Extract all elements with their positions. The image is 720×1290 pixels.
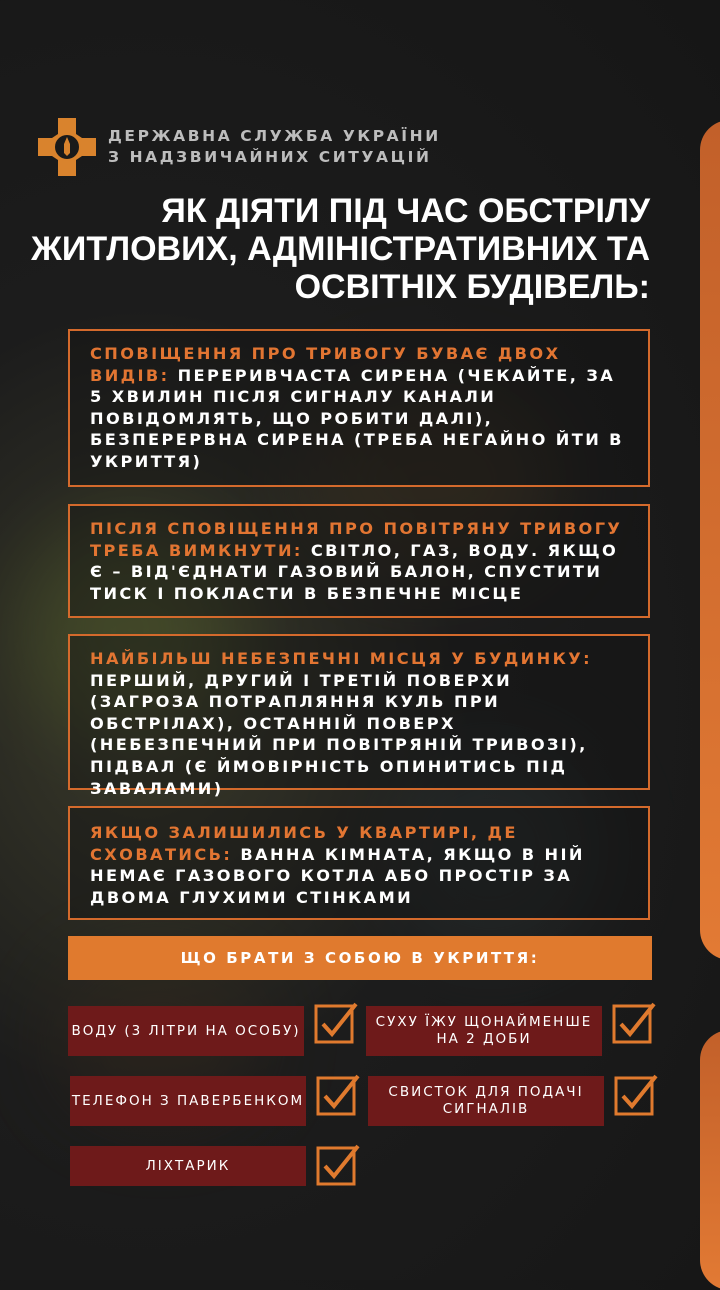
checklist-item: ТЕЛЕФОН З ПАВЕРБЕНКОМ bbox=[70, 1076, 306, 1126]
checkmark-icon bbox=[314, 1000, 358, 1044]
checklist-item: СВИСТОК ДЛЯ ПОДАЧІ СИГНАЛІВ bbox=[368, 1076, 604, 1126]
page-title: ЯК ДІЯТИ ПІД ЧАС ОБСТРІЛУ ЖИТЛОВИХ, АДМІНІСТРАТИВНИХ ТА ОСВІТНІХ БУДІВЕЛЬ: bbox=[31, 192, 650, 306]
checkmark-icon bbox=[614, 1072, 658, 1116]
checkmark-icon bbox=[612, 1000, 656, 1044]
checkmark-icon bbox=[316, 1072, 360, 1116]
info-box-turn-off bbox=[68, 504, 650, 618]
agency-line-1: ДЕРЖАВНА СЛУЖБА УКРАЇНИ bbox=[108, 127, 441, 145]
info-box-body: СВІТЛО, ГАЗ, ВОДУ. ЯКЩО Є – ВІД'ЄДНАТИ ГАЗОВИЙ БАЛОН, СПУСТИТИ ТИСК І ПОКЛАСТИ В БЕЗПЕЧНЕ МІСЦЕ bbox=[90, 540, 619, 603]
info-box-body: ПЕРШИЙ, ДРУГИЙ І ТРЕТІЙ ПОВЕРХИ (ЗАГРОЗА ПОТРАПЛЯННЯ КУЛЬ ПРИ ОБСТРІЛАХ), ОСТАННІЙ ПОВЕРХ (НЕБЕЗПЕЧНИЙ ПРИ ПОВІТРЯНІЙ ТРИВОЗІ), ПІДВАЛ (Є ЙМОВІРНІСТЬ ОПИНИТИСЬ ПІД ЗАВАЛАМИ) bbox=[90, 670, 588, 798]
checklist-title: ЩО БРАТИ З СОБОЮ В УКРИТТЯ: bbox=[68, 936, 652, 980]
checklist-item: ВОДУ (3 ЛІТРИ НА ОСОБУ) bbox=[68, 1006, 304, 1056]
agency-name bbox=[108, 126, 441, 168]
info-box-where-to-hide bbox=[68, 806, 650, 920]
info-box-heading: ЯКЩО ЗАЛИШИЛИСЬ У КВАРТИРІ, ДЕ СХОВАТИСЬ: bbox=[90, 823, 518, 864]
info-box-body: ВАННА КІМНАТА, ЯКЩО В НІЙ НЕМАЄ ГАЗОВОГО КОТЛА АБО ПРОСТІР ЗА ДВОМА ГЛУХИМИ СТІНКАМИ bbox=[90, 844, 585, 907]
side-accent-stripe bbox=[700, 120, 720, 960]
info-box-heading: НАЙБІЛЬШ НЕБЕЗПЕЧНІ МІСЦЯ У БУДИНКУ: bbox=[90, 649, 592, 668]
info-box-heading: СПОВІЩЕННЯ ПРО ТРИВОГУ БУВАЄ ДВОХ ВИДІВ: bbox=[90, 344, 561, 385]
dsns-emblem-icon bbox=[36, 116, 98, 178]
checklist-item: ЛІХТАРИК bbox=[70, 1146, 306, 1186]
checkmark-icon bbox=[316, 1142, 360, 1186]
side-accent-stripe bbox=[700, 1030, 720, 1290]
info-box-body: ПЕРЕРИВЧАСТА СИРЕНА (ЧЕКАЙТЕ, ЗА 5 ХВИЛИН ПІСЛЯ СИГНАЛУ КАНАЛИ ПОВІДОМЛЯТЬ, ЩО РОБИТИ ДАЛІ), БЕЗПЕРЕРВНА СИРЕНА (ТРЕБА НЕГАЙНО ЙТИ В УКРИТТЯ) bbox=[90, 365, 624, 471]
info-box-heading: ПІСЛЯ СПОВІЩЕННЯ ПРО ПОВІТРЯНУ ТРИВОГУ ТРЕБА ВИМКНУТИ: bbox=[90, 519, 623, 560]
agency-line-2: З НАДЗВИЧАЙНИХ СИТУАЦІЙ bbox=[108, 148, 432, 166]
info-box-dangerous-places bbox=[68, 634, 650, 798]
checklist-item: СУХУ ЇЖУ ЩОНАЙМЕНШЕ НА 2 ДОБИ bbox=[366, 1006, 602, 1056]
info-box-alarm-types bbox=[68, 329, 650, 487]
